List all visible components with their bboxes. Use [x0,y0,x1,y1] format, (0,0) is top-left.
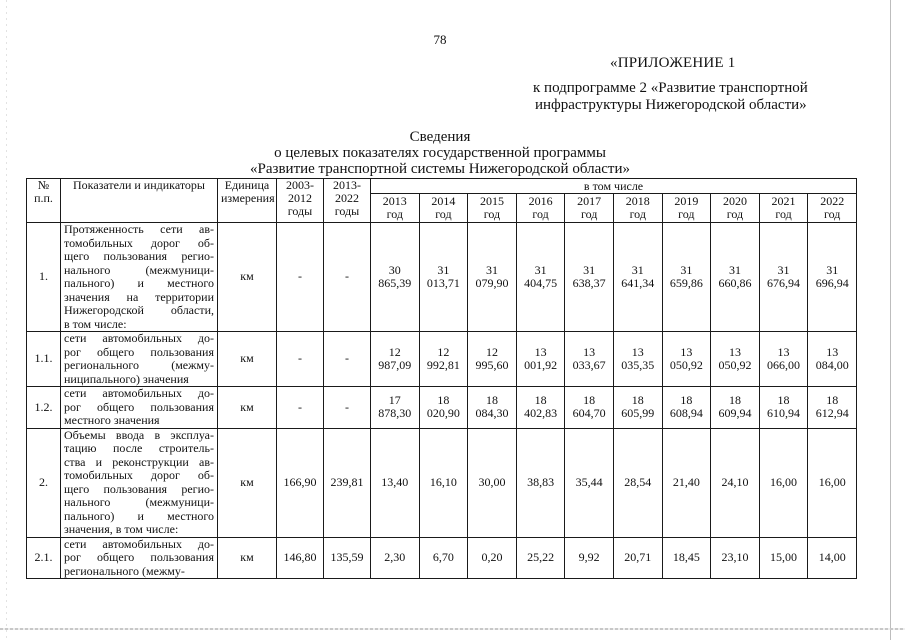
value-part: 079,90 [475,276,509,290]
value-part: 12 [437,344,450,359]
heading-line2: о целевых показателях государственной программы [274,145,606,161]
value-part: 987,09 [378,358,412,372]
value-part: 13 [680,344,693,359]
header-year-word: год [386,207,403,221]
value-part: 18 [485,392,498,407]
row-value-2017 [565,387,614,429]
value-part: 659,86 [669,276,703,290]
value-part: 18 [583,392,596,407]
row-value-2016 [516,332,565,387]
row-value-2013 [371,387,420,429]
indicator-name-line: нального (межмуници- [64,495,214,509]
row-value-2021 [759,332,808,387]
row-indicator-name [61,537,218,579]
value-part: 608,94 [669,406,703,421]
header-number-line1: № [37,178,50,192]
value-part: 31 [826,262,839,277]
appendix-subtitle-line2: инфраструктуры Нижегородской области» [535,97,807,113]
header-year-word: год [678,207,695,221]
row-value-2019 [662,428,711,537]
header-year-2013 [371,194,420,223]
header-year-word: год [726,207,744,221]
row-number: 1.2. [27,387,61,429]
value-part: 18 [631,392,644,407]
value-part: 23,10 [721,550,749,564]
value-part: 020,90 [426,406,460,421]
row-value-2019 [662,332,711,387]
row-value-2022 [808,537,857,579]
row-value-2016 [516,537,565,579]
value-part: 9,92 [578,550,600,564]
header-period-2 [324,179,371,223]
value-part: 13 [534,344,547,359]
row-number: 1.1. [27,332,61,387]
row-value-2021 [759,387,808,429]
value-part: 001,92 [524,358,558,372]
value-part: 35,44 [575,474,603,489]
row-value-2015 [468,537,517,579]
header-unit [218,179,277,223]
value-part: 609,94 [718,406,752,421]
row-value-2017 [565,537,614,579]
value-part: 641,34 [621,276,655,290]
indicator-name-line: регионального (межму- [64,358,214,372]
header-year-2020 [711,194,760,223]
header-number [27,179,61,223]
header-year-word: год [483,207,501,221]
heading-line3: «Развитие транспортной системы Нижегородской области» [250,161,630,177]
header-year-2021 [759,194,808,223]
row-value-2015 [468,428,517,537]
header-year-word: год [435,207,452,221]
appendix-subtitle [533,80,808,114]
value-part: 050,92 [718,358,752,372]
row-value-2018 [613,223,662,332]
indicator-name-line: Протяженность сети ав- [64,222,214,236]
row-value-2014 [419,387,468,429]
value-part: 18 [680,392,693,407]
row-value-2018 [613,387,662,429]
row-unit: км [218,332,277,387]
header-year-2014 [419,194,468,223]
header-year-word: год [824,207,841,221]
value-part: 18 [437,392,450,407]
row-value-2018 [613,537,662,579]
page-right-edge [890,0,891,640]
indicator-name-line: томобильных дорог об- [64,468,214,482]
value-part: 084,30 [475,406,509,421]
header-year-value: 2013 [382,194,407,208]
header-year-value: 2019 [674,194,699,208]
row-value-2013 [371,332,420,387]
header-year-value: 2021 [771,194,796,208]
header-period-2-line1: 2013- [333,178,361,192]
row-number: 2.1. [27,537,61,579]
row-value-2013 [371,537,420,579]
row-value-2016 [516,387,565,429]
row-value-2014 [419,428,468,537]
header-number-line2: п.п. [34,191,53,205]
header-row-1 [27,179,857,194]
value-part: 16,00 [770,474,798,489]
value-part: 676,94 [767,276,801,290]
table-row [27,332,857,387]
value-part: 992,81 [426,358,460,372]
indicator-name-line: сети автомобильных до- [64,536,214,551]
value-part: 6,70 [432,550,454,564]
header-year-value: 2014 [431,194,456,208]
header-year-value: 2015 [479,194,504,208]
value-part: 035,35 [621,358,655,372]
indicator-name-line: тацию после строитель- [64,441,214,455]
header-unit-line2: измерения [221,191,275,205]
row-value-2017 [565,332,614,387]
value-part: 15,00 [770,550,798,564]
value-part: 18 [826,392,839,407]
table-row [27,387,857,429]
header-year-2018 [613,194,662,223]
row-value-2020 [711,428,760,537]
row-period-2003-2012: - [277,332,324,387]
header-year-word: год [580,207,598,221]
value-part: 28,54 [624,474,652,489]
value-part: 13,40 [381,474,409,489]
row-period-2013-2022: - [324,387,371,429]
value-part: 18 [777,392,790,407]
heading-line1: Сведения [409,129,471,145]
header-period-1 [277,179,324,223]
row-value-2017 [565,428,614,537]
indicator-name-line: томобильных дорог об- [64,235,214,250]
row-indicator-name [61,223,218,332]
indicator-name-line: Нижегородской области, [64,303,214,317]
value-part: 0,20 [481,550,503,564]
value-part: 402,83 [524,406,558,421]
row-number: 2. [27,428,61,537]
header-indicators: Показатели и индикаторы [61,179,218,223]
row-period-2003-2012: - [277,387,324,429]
row-period-2003-2012: 146,80 [277,537,324,579]
page-bottom-edge [0,628,905,630]
value-part: 31 [680,262,693,277]
value-part: 604,70 [572,406,606,421]
value-part: 31 [631,262,644,277]
row-value-2020 [711,537,760,579]
row-period-2013-2022: - [324,332,371,387]
row-indicator-name [61,428,218,537]
indicator-name-line: щего пользования регио- [64,481,214,496]
value-part: 30 [388,262,401,277]
value-part: 16,00 [818,474,846,489]
indicators-table [26,178,857,579]
value-part: 14,00 [818,550,846,564]
row-value-2013 [371,223,420,332]
header-year-word: год [532,207,549,221]
table-row [27,223,857,332]
row-value-2022 [808,223,857,332]
row-number: 1. [27,223,61,332]
row-period-2003-2012: - [277,223,324,332]
row-value-2022 [808,428,857,537]
page-number: 78 [433,32,447,47]
value-part: 17 [388,392,401,407]
header-period-2-line3: годы [334,204,360,218]
header-year-word: год [629,207,646,221]
value-part: 24,10 [721,474,749,489]
value-part: 13 [631,344,644,359]
indicator-name-line: щего пользования регио- [64,249,214,263]
row-value-2019 [662,223,711,332]
value-part: 31 [534,262,547,277]
value-part: 2,30 [384,550,406,564]
row-unit: км [218,223,277,332]
document-heading [200,129,680,177]
row-period-2013-2022: - [324,223,371,332]
row-value-2014 [419,537,468,579]
indicator-name-line: сети автомобильных до- [64,331,214,345]
row-unit: км [218,537,277,579]
value-part: 38,83 [527,474,555,489]
value-part: 12 [388,344,401,359]
value-part: 12 [485,344,498,359]
row-value-2021 [759,223,808,332]
indicator-name-line: нального (межмуници- [64,262,214,277]
value-part: 16,10 [429,474,457,489]
row-value-2016 [516,223,565,332]
row-value-2018 [613,428,662,537]
row-indicator-name [61,387,218,429]
value-part: 31 [485,262,498,277]
indicator-name-line: рог общего пользования [64,399,214,414]
header-year-value: 2016 [528,194,553,208]
indicator-name-line: местного значения [64,413,160,427]
value-part: 31 [728,262,741,277]
indicator-name-line: пального) и местного [64,508,214,523]
header-year-2017 [565,194,614,223]
table-row [27,537,857,579]
value-part: 696,94 [815,276,849,290]
row-value-2015 [468,387,517,429]
row-value-2022 [808,332,857,387]
indicator-name-line: значения на территории [64,289,214,304]
value-part: 605,99 [621,406,655,421]
row-unit: км [218,428,277,537]
header-year-2016 [516,194,565,223]
row-value-2019 [662,537,711,579]
row-period-2013-2022: 239,81 [324,428,371,537]
value-part: 13 [728,344,741,359]
value-part: 31 [583,262,596,277]
header-year-value: 2018 [625,194,650,208]
value-part: 25,22 [527,550,555,564]
header-year-2019 [662,194,711,223]
row-indicator-name [61,332,218,387]
scan-left-shadow [6,0,7,640]
row-value-2022 [808,387,857,429]
value-part: 18 [728,392,741,407]
row-value-2020 [711,332,760,387]
value-part: 865,39 [378,276,412,290]
row-period-2003-2012: 166,90 [277,428,324,537]
value-part: 995,60 [475,358,509,372]
header-year-value: 2020 [722,194,747,208]
row-value-2019 [662,387,711,429]
header-year-value: 2022 [820,194,845,208]
value-part: 18 [534,392,547,407]
row-value-2021 [759,428,808,537]
value-part: 050,92 [669,358,703,372]
header-including: в том числе [371,179,857,194]
value-part: 20,71 [624,550,652,564]
indicator-name-line: значения, в том числе: [64,522,179,536]
value-part: 13 [583,344,596,359]
value-part: 660,86 [718,276,752,290]
header-unit-line1: Единица [224,178,270,192]
value-part: 31 [777,262,790,277]
header-year-value: 2017 [577,194,602,208]
header-year-2022 [808,194,857,223]
value-part: 033,67 [572,358,606,372]
row-value-2017 [565,223,614,332]
indicator-name-line: рог общего пользования [64,344,214,359]
value-part: 610,94 [767,406,801,421]
row-period-2013-2022: 135,59 [324,537,371,579]
row-value-2015 [468,332,517,387]
header-period-1-line3: годы [287,204,313,218]
row-value-2020 [711,223,760,332]
indicator-name-line: регионального (межму- [64,563,185,578]
row-value-2014 [419,223,468,332]
value-part: 404,75 [524,276,558,290]
indicator-name-line: в том числе: [64,316,127,331]
value-part: 612,94 [815,406,849,421]
indicator-name-line: рог общего пользования [64,550,214,564]
value-part: 066,00 [767,358,801,372]
indicator-name-line: сети автомобильных до- [64,386,214,400]
row-value-2015 [468,223,517,332]
appendix-subtitle-line1: к подпрограмме 2 «Развитие транспортной [533,80,808,96]
value-part: 30,00 [478,474,506,489]
value-part: 013,71 [426,276,460,290]
value-part: 31 [437,262,450,277]
header-period-1-line1: 2003- [286,178,314,192]
row-value-2020 [711,387,760,429]
row-unit: км [218,387,277,429]
indicator-name-line: ства и реконструкции ав- [64,454,214,469]
row-value-2021 [759,537,808,579]
indicator-name-line: ниципального) значения [64,371,189,386]
value-part: 638,37 [572,276,606,290]
value-part: 084,00 [815,358,849,372]
row-value-2018 [613,332,662,387]
row-value-2016 [516,428,565,537]
value-part: 13 [826,344,839,359]
indicator-name-line: пального) и местного [64,276,214,290]
row-value-2014 [419,332,468,387]
table-row [27,428,857,537]
appendix-title: «ПРИЛОЖЕНИЕ 1 [610,55,736,71]
value-part: 18,45 [672,550,700,564]
header-period-2-line2: 2022 [335,191,359,205]
header-year-2015 [468,194,517,223]
header-year-word: год [775,207,792,221]
value-part: 13 [777,344,790,359]
value-part: 878,30 [378,406,412,421]
value-part: 21,40 [672,474,700,489]
header-period-1-line2: 2012 [288,191,312,205]
row-value-2013 [371,428,420,537]
indicator-name-line: Объемы ввода в эксплуа- [64,427,214,442]
